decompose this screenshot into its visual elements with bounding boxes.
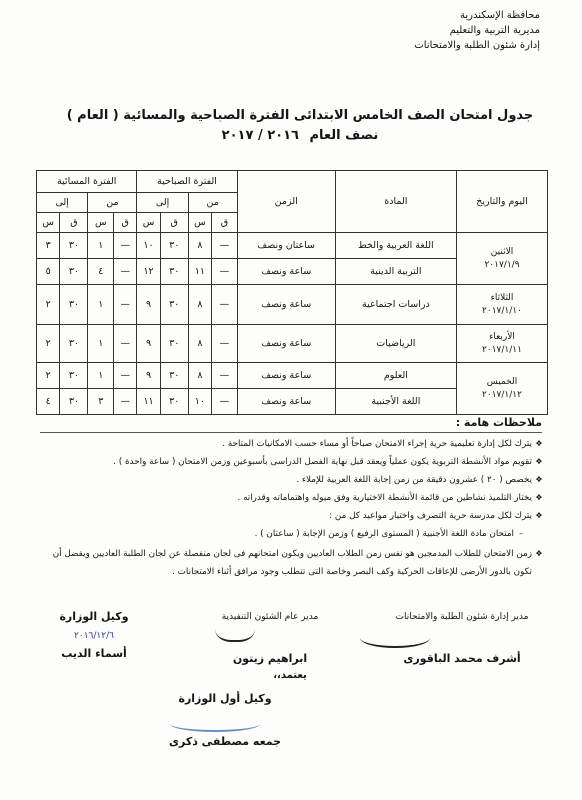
table-row [37, 233, 548, 259]
day-date-cell [457, 325, 548, 363]
list-item [40, 456, 546, 468]
evening-from-minutes: — [114, 389, 137, 415]
exam-date: ٢٠١٧/١/١٠ [482, 305, 522, 316]
evening-from-hour: ١ [88, 285, 114, 325]
evening-from-hour: ٤ [88, 259, 114, 285]
approval-label: يعتمد،، [273, 670, 307, 681]
schedule-title: جدول امتحان الصف الخامس الابتدائى الفترة الصباحية والمسائية ( العام ) [66, 108, 534, 123]
note-text: زمن الامتحان للطلاب المدمجين هو نفس زمن الطلاب العاديين ويكون امتحانهم فى لجان منفصلة عن لجان الطلبة العاديين ويفضل أن [52, 549, 532, 559]
morning-from-minutes: — [212, 389, 238, 415]
subject-cell: دراسات اجتماعية [335, 285, 456, 325]
evening-to-hour: ٢ [37, 363, 60, 389]
evening-from-minutes: — [114, 363, 137, 389]
note-text: يترك لكل مدرسة حرية التصرف واختيار مواعيد كل من : [329, 511, 532, 521]
duration-cell: ساعتان ونصف [237, 233, 335, 259]
evening-to-minutes: ٣٠ [60, 389, 88, 415]
subject-cell: الرياضيات [335, 325, 456, 363]
duration-cell: ساعة ونصف [237, 325, 335, 363]
exam-date: ٢٠١٧/١/٩ [484, 259, 520, 270]
signatory-name: ابراهيم زيتون [232, 652, 308, 665]
morning-from-minutes: — [212, 259, 238, 285]
morning-from-hour: ٨ [188, 325, 211, 363]
col-header-morning: الفترة الصباحية [137, 171, 237, 193]
duration-cell: ساعة ونصف [237, 389, 335, 415]
bullet-icon: ❖ [535, 457, 543, 466]
evening-to-hour: ٢ [37, 285, 60, 325]
academic-year: ٢٠١٦ / ٢٠١٧ [221, 128, 299, 143]
day-name: الثلاثاء [490, 292, 514, 303]
morning-to-minutes: ٣٠ [160, 325, 188, 363]
evening-to-minutes: ٣٠ [60, 285, 88, 325]
evening-from-minutes: — [114, 233, 137, 259]
col-header-morning-from: من [188, 193, 237, 213]
handwritten-signature [360, 628, 430, 648]
morning-from-hour: ٨ [188, 233, 211, 259]
col-header-evening-to: إلى [37, 193, 88, 213]
table-row [37, 285, 548, 325]
evening-from-hour: ١ [88, 233, 114, 259]
subject-cell: التربية الدينية [335, 259, 456, 285]
evening-to-hour: ٥ [37, 259, 60, 285]
signatory-name: أشرف محمد الباقورى [403, 652, 521, 665]
evening-from-hour: ٣ [88, 389, 114, 415]
day-name: الأربعاء [489, 331, 515, 342]
col-header-subject: المادة [335, 171, 456, 233]
list-item [40, 510, 546, 522]
evening-from-minutes: — [114, 325, 137, 363]
list-item [40, 566, 546, 578]
morning-from-minutes: — [212, 363, 238, 389]
morning-from-minutes: — [212, 233, 238, 259]
header-line-directorate: مديرية التربية والتعليم [449, 25, 540, 36]
unit-s: س [37, 213, 60, 233]
note-text: يخصص ( ٢٠ ) عشرون دقيقة من زمن إجابة اللغة العربية للإملاء . [296, 475, 532, 485]
morning-to-minutes: ٣٠ [160, 233, 188, 259]
evening-to-hour: ٤ [37, 389, 60, 415]
subject-cell: العلوم [335, 363, 456, 389]
list-item [40, 492, 546, 504]
day-name: الخميس [486, 376, 518, 387]
subject-cell: اللغة العربية والخط [335, 233, 456, 259]
notes-divider [40, 432, 542, 433]
bullet-icon: ❖ [535, 549, 543, 558]
unit-s: س [137, 213, 160, 233]
unit-q: ق [212, 213, 238, 233]
bullet-icon: ❖ [535, 511, 543, 520]
note-text: تكون بالدور الأرضى للإعاقات الحركية وكف البصر وخاصة التى تتطلب وجود مرافق أثناء الامتحانات . [172, 567, 532, 577]
signatory-name: جمعه مصطفى ذكرى [168, 735, 282, 748]
morning-to-minutes: ٣٠ [160, 285, 188, 325]
morning-to-hour: ١١ [137, 389, 160, 415]
day-date-cell [457, 233, 548, 285]
signatory-name: أسماء الديب [61, 647, 127, 660]
morning-to-minutes: ٣٠ [160, 389, 188, 415]
evening-from-hour: ١ [88, 325, 114, 363]
signatory-title: وكيل أول الوزارة [178, 692, 272, 705]
morning-from-hour: ١١ [188, 259, 211, 285]
unit-q: ق [60, 213, 88, 233]
stamp-mark [170, 716, 260, 732]
note-text: يختار التلميذ نشاطين من قائمة الأنشطة الاختيارية وفق ميوله واهتماماته وقدراته . [237, 493, 532, 503]
handwritten-signature [215, 610, 255, 642]
morning-from-hour: ١٠ [188, 389, 211, 415]
bullet-icon: ❖ [535, 475, 543, 484]
evening-to-minutes: ٣٠ [60, 233, 88, 259]
morning-to-hour: ٩ [137, 363, 160, 389]
table-row [37, 363, 548, 389]
evening-to-hour: ٢ [37, 325, 60, 363]
morning-to-hour: ١٠ [137, 233, 160, 259]
list-item [40, 548, 546, 560]
note-text: تقويم مواد الأنشطة التربوية يكون عملياً ويعقد قبل نهاية الفصل الدراسى بأسبوعين وزمن الامتحان ( ساعة واحدة ) . [113, 457, 532, 467]
morning-from-minutes: — [212, 285, 238, 325]
evening-from-minutes: — [114, 285, 137, 325]
morning-from-minutes: — [212, 325, 238, 363]
evening-from-minutes: — [114, 259, 137, 285]
day-date-cell [457, 363, 548, 415]
signatory-title: وكيل الوزارة [59, 610, 129, 623]
morning-to-hour: ٩ [137, 325, 160, 363]
header-line-governorate: محافظة الإسكندرية [459, 10, 540, 21]
note-text: يترك لكل إدارة تعليمية حرية إجراء الامتحان صباحاً أو مساء حسب الامكانيات المتاحة . [222, 439, 532, 449]
morning-to-minutes: ٣٠ [160, 363, 188, 389]
col-header-morning-to: إلى [137, 193, 188, 213]
notes-heading: ملاحظات هامة : [455, 416, 542, 429]
header-line-department: إدارة شئون الطلبة والامتحانات [414, 40, 540, 51]
signature-date: ٢٠١٦/١٢/٦ [74, 631, 114, 641]
morning-to-minutes: ٣٠ [160, 259, 188, 285]
bullet-icon: – [519, 529, 523, 538]
ministry-header [320, 8, 540, 53]
exam-date: ٢٠١٧/١/١١ [482, 344, 522, 355]
evening-to-minutes: ٣٠ [60, 363, 88, 389]
duration-cell: ساعة ونصف [237, 363, 335, 389]
col-header-evening: الفترة المسائية [37, 171, 137, 193]
schedule-subtitle [60, 128, 540, 143]
day-name: الاثنين [490, 246, 514, 257]
signature-block-undersecretary [34, 610, 154, 660]
col-header-evening-from: من [88, 193, 137, 213]
unit-q: ق [160, 213, 188, 233]
subject-cell: اللغة الأجنبية [335, 389, 456, 415]
col-header-duration: الزمن [237, 171, 335, 233]
list-item [40, 474, 546, 486]
exam-schedule-table [36, 170, 548, 415]
bullet-icon: ❖ [535, 439, 543, 448]
morning-from-hour: ٨ [188, 363, 211, 389]
unit-s: س [88, 213, 114, 233]
bullet-icon: ❖ [535, 493, 543, 502]
table-row [37, 325, 548, 363]
evening-from-hour: ١ [88, 363, 114, 389]
evening-to-minutes: ٣٠ [60, 325, 88, 363]
note-text: امتحان مادة اللغة الأجنبية ( المستوى الرفيع ) وزمن الإجابة ( ساعتان ) . [254, 529, 514, 539]
morning-to-hour: ١٢ [137, 259, 160, 285]
duration-cell: ساعة ونصف [237, 285, 335, 325]
unit-s: س [188, 213, 211, 233]
exam-date: ٢٠١٧/١/١٢ [482, 389, 522, 400]
day-date-cell [457, 285, 548, 325]
evening-to-hour: ٣ [37, 233, 60, 259]
list-item [40, 438, 546, 450]
duration-cell: ساعة ونصف [237, 259, 335, 285]
morning-to-hour: ٩ [137, 285, 160, 325]
term-label: نصف العام [309, 128, 379, 143]
signatory-title: مدير عام الشئون التنفيذية [221, 612, 319, 622]
unit-q: ق [114, 213, 137, 233]
list-item [40, 528, 546, 540]
col-header-day-date: اليوم والتاريخ [457, 171, 548, 233]
evening-to-minutes: ٣٠ [60, 259, 88, 285]
morning-from-hour: ٨ [188, 285, 211, 325]
signatory-title: مدير إدارة شئون الطلبة والامتحانات [395, 612, 529, 622]
